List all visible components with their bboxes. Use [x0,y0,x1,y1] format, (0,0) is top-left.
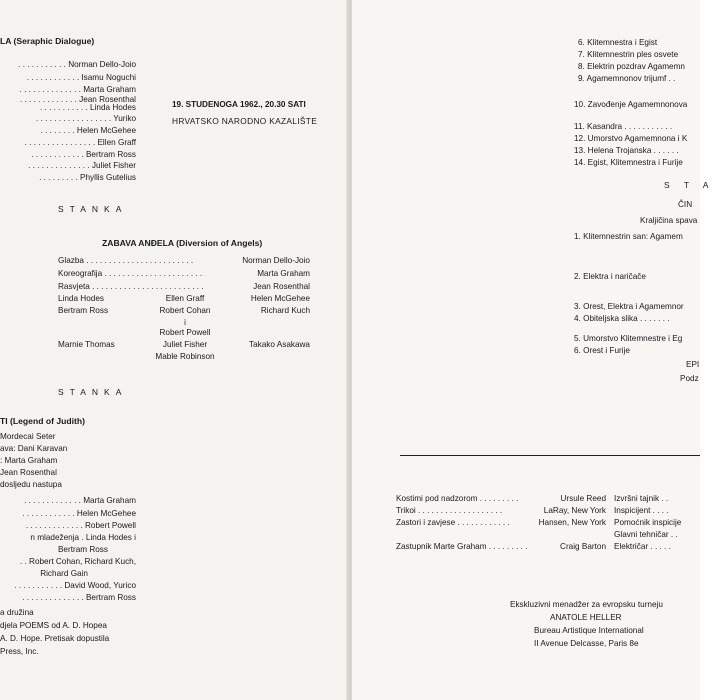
agent-name: Craig Barton [560,542,606,551]
judith-cast-row: . . . . . . . . . . . David Wood, Yurico [14,581,136,590]
judith-cast-row: . . . . . . . . . . . . Helen McGehee [22,509,136,518]
scene-line: 5. Umorstvo Klitemnestre i Eg [574,334,683,343]
cast-name: Mable Robinson [155,352,215,361]
judith-cast-row: . . Robert Cohan, Richard Kuch, [19,557,136,566]
epilogue-setting: Podz [680,374,699,383]
cast-row: . . . . . . . . Helen McGehee [40,126,136,135]
credit-name: Norman Dello-Joio [242,256,310,265]
credit-role: Rasvjeta . . . . . . . . . . . . . . . . . . . . . . . . . [58,282,204,291]
staff-role-right: Električar . . . . . [614,542,671,551]
staff-role-right: Inspicijent . . . . [614,506,669,515]
judith-title: TI (Legend of Judith) [0,416,85,426]
staff-name: LaRay, New York [543,506,606,515]
scene-line: 4. Obiteljska slika . . . . . . . [574,314,670,323]
judith-cast-row: . . . . . . . . . . . . . Marta Graham [24,496,136,505]
cast-name: Takako Asakawa [249,340,310,349]
intermission-label-right: S T A [664,180,714,190]
manager-line: Ekskluzivni menadžer za evropsku turneju [510,600,663,609]
right-page [352,0,714,700]
cast-row: . . . . . . . . . . . Linda Hodes [39,103,136,112]
theatre-name: HRVATSKO NARODNO KAZALIŠTE [172,116,318,126]
act-setting: Kraljičina spava [640,216,698,225]
judith-cast-row: Bertram Ross [57,545,108,554]
staff-name: Ursule Reed [560,494,606,503]
cast-row: . . . . . . . . . . . . . Jean Rosenthal [19,95,136,104]
manager-line: ANATOLE HELLER [550,613,622,622]
credit-role: Koreografija . . . . . . . . . . . . . . . . . . . . . . [58,269,203,278]
judith-order-label: dosljedu nastupa [0,480,62,489]
footer-line: A. D. Hope. Pretisak dopustila [0,634,110,643]
credit-name: Jean Rosenthal [253,282,310,291]
cast-name: Linda Hodes [58,294,104,303]
footer-line: a družina [0,608,34,617]
cast-row: . . . . . . . . . . . . . . . . Ellen Graff [24,138,136,147]
scene-line: 13. Helena Trojanska . . . . . . [574,146,679,155]
cast-row: . . . . . . . . . . . Norman Dello-Joio [18,60,136,69]
credit-name: Marta Graham [257,269,310,278]
diversion-title: ZABAVA ANĐELA (Diversion of Angels) [102,238,263,248]
staff-role: Trikoi . . . . . . . . . . . . . . . . . . . [396,506,503,515]
agent-role: Zastupnik Marte Graham . . . . . . . . . [396,542,528,551]
judith-credit-line: ava: Dani Karavan [0,444,68,453]
judith-cast-row: Richard Gain [40,569,88,578]
cast-row: . . . . . . . . . . . . . . Juliet Fisher [28,161,136,170]
scene-line: 12. Umorstvo Agamemnona i K [574,134,688,143]
judith-cast-row: . . . . . . . . . . . . . Robert Powell [25,521,136,530]
scene-line: 6. Klitemnestra i Egist [578,38,658,47]
act-2-scene-2: 2. Elektra i naričače [574,272,646,281]
judith-credit-line: : Marta Graham [0,456,58,465]
cast-row: . . . . . . . . . . . . Bertram Ross [31,150,136,159]
cast-name: Marnie Thomas [58,340,115,349]
scene-10: 10. Zavođenje Agamemnonova [574,100,688,109]
credit-role: Glazba . . . . . . . . . . . . . . . . . . . . . . . . [58,256,194,265]
manager-line: Bureau Artistique International [534,626,644,635]
act-2-scene-1: 1. Klitemnestrin san: Agamem [574,232,683,241]
seraphic-title: LA (Seraphic Dialogue) [0,36,95,46]
footer-line: Press, Inc. [0,647,39,656]
judith-cast-row: n mladeženja . Linda Hodes i [30,533,136,542]
cast-name: Robert Powell [159,328,211,337]
cast-name: Bertram Ross [58,306,109,315]
intermission-label-2: STANKA [58,387,128,397]
manager-line: II Avenue Delcasse, Paris 8e [534,639,639,648]
epilogue-label: EPI [686,360,700,369]
cast-name: Robert Cohan [159,306,211,315]
scene-line: 11. Kasandra . . . . . . . . . . . [574,122,673,131]
act-label: ČIN [678,200,693,209]
left-page [0,0,348,700]
cast-name: i [184,318,186,327]
judith-cast-row: . . . . . . . . . . . . . . Bertram Ross [22,593,136,602]
staff-name: Hansen, New York [538,518,606,527]
staff-role-right: Pomoćnik inspicije [614,518,682,527]
cast-name: Ellen Graff [165,294,205,303]
cast-row: . . . . . . . . . Phyllis Gutelius [39,173,136,182]
divider-rule [400,455,700,456]
staff-role: Zastori i zavjese . . . . . . . . . . . . [396,518,510,527]
scene-line: 7. Klitemnestrin ples osvete [578,50,679,59]
judith-credit-line: Jean Rosenthal [0,468,57,477]
intermission-label: STANKA [58,204,128,214]
footer-line: djela POEMS od A. D. Hopea [0,621,107,630]
cast-name: Richard Kuch [260,306,310,315]
performance-date: 19. STUDENOGA 1962., 20.30 SATI [172,100,306,109]
staff-role: Kostimi pod nadzorom . . . . . . . . . [396,494,519,503]
cast-name: Helen McGehee [250,294,310,303]
scene-line: 6. Orest i Furije [574,346,630,355]
cast-row: . . . . . . . . . . . . Isamu Noguchi [26,73,136,82]
scene-line: 14. Egist, Klitemnestra i Furije [574,158,683,167]
cast-name: Juliet Fisher [162,340,208,349]
scene-line: 9. Agamemnonov trijumf . . [578,74,676,83]
scene-line: 3. Orest, Elektra i Agamemnor [574,302,684,311]
scene-line: 8. Elektrin pozdrav Agamemn [578,62,685,71]
cast-row: . . . . . . . . . . . . . . . . . Yuriko [36,114,136,123]
cast-row: . . . . . . . . . . . . . . Marta Graham [19,85,136,94]
staff-role-right: Izvršni tajnik . . [614,494,669,503]
staff-role-right: Glavni tehničar . . [614,530,678,539]
judith-credit-line: Mordecai Seter [0,432,56,441]
